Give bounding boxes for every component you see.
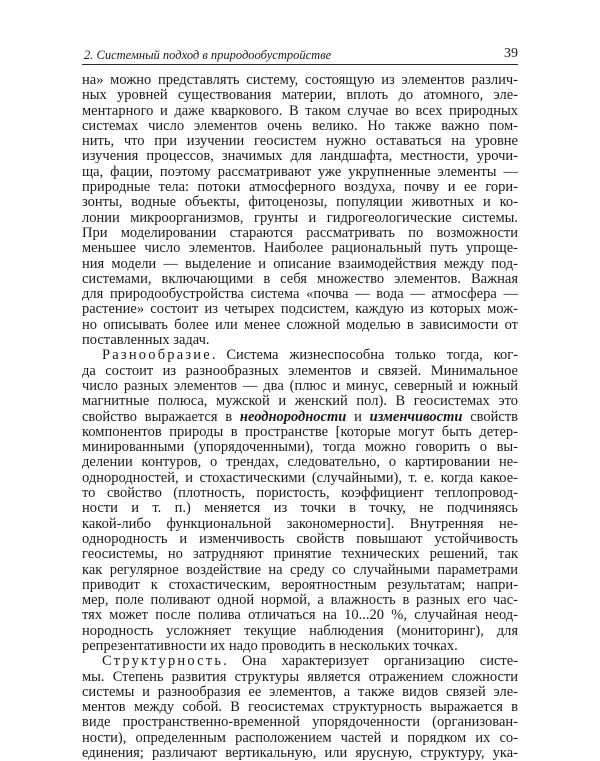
text-line: ща, фации, поэтому рассматривают уже укрупненные элементы — bbox=[82, 163, 518, 180]
emphasized-term: изменчивости bbox=[369, 408, 463, 425]
text-line: системами, включающими в себя множество элементов. Важная bbox=[82, 270, 518, 287]
text-line: магнитные полюса, мужской и женский пол). В геосистемах это bbox=[82, 393, 518, 410]
text-line: изучения процессов, значимых для ландшафта, местности, урочи- bbox=[82, 148, 518, 165]
paragraph-continuation bbox=[82, 73, 518, 348]
text-line-with-spaced-heading: Структурность. Она характеризует организацию систе- bbox=[102, 653, 518, 670]
text-line: нородность усложняет текущие наблюдения (мониторинг), для bbox=[82, 622, 518, 639]
text-line: ментов между собой. В геосистемах структурность выражается в bbox=[82, 699, 518, 716]
text-line: да состоит из разнообразных элементов и связей. Минимальное bbox=[82, 362, 518, 379]
text-line: на» можно представлять систему, состоящую из элементов различ- bbox=[82, 72, 518, 88]
text-line: какой-либо функциональной закономерности]. Внутренняя не- bbox=[82, 515, 518, 532]
run-in-heading: Структурность bbox=[102, 653, 224, 670]
running-header bbox=[82, 40, 518, 65]
text-line: ментарного и даже кваркового. В таком случае во всех природных bbox=[82, 102, 518, 119]
text-line: приводит к стохастическим, вероятностным результатам; напри- bbox=[82, 576, 518, 593]
paragraph-diversity bbox=[82, 348, 518, 654]
body-text bbox=[82, 73, 518, 761]
text-line: единения; различают вертикальную, или ярусную, структуру, ука- bbox=[82, 745, 518, 761]
page-number: 39 bbox=[504, 46, 518, 61]
text-line: лонии микроорганизмов, грунты и гидрогеологические системы. bbox=[82, 209, 518, 226]
text-line: минированными (упорядоченными), тогда можно говорить о вы- bbox=[82, 439, 518, 456]
text-line: природные тела: потоки атмосферного воздуха, почву и ее гори- bbox=[82, 179, 518, 196]
text-line: системах число элементов очень велико. Но также важно пом- bbox=[82, 117, 518, 134]
text-line: тях может после полива отличаться на 10...20 %, случайная неод- bbox=[82, 607, 518, 624]
text-line: мер, поле поливают одной нормой, а влажность в разных его час- bbox=[82, 592, 518, 609]
text-line: При моделировании стараются рассматривать по возможности bbox=[82, 224, 518, 241]
book-page bbox=[82, 40, 518, 761]
text-line: однородностей, и стохастическими (случайными), т. е. когда какое- bbox=[82, 469, 518, 486]
text-line: то свойство (плотность, пористость, коэффициент теплопровод- bbox=[82, 485, 518, 502]
text-line: нить, что при изучении геосистем нужно оставаться на уровне bbox=[82, 133, 518, 150]
text-line: делении контуров, о трендах, следовательно, о картировании не- bbox=[82, 454, 518, 471]
text-line: системы и разнообразия ее элементов, а также видов связей эле- bbox=[82, 683, 518, 700]
text-line: растение» состоит из четырех подсистем, каждую из которых мож- bbox=[82, 301, 518, 318]
text-line: но описывать более или менее сложной моделью в зависимости от bbox=[82, 316, 518, 333]
paragraph-structure bbox=[82, 654, 518, 761]
run-in-heading: Разнообразие bbox=[102, 347, 212, 364]
text-line: ности), определенным расположением частей и порядком их со- bbox=[82, 729, 518, 746]
text-line: ности и т. п.) меняется из точки в точку, не подчиняясь bbox=[82, 500, 518, 517]
text-line: ния модели — выделение и описание взаимодействия между под- bbox=[82, 255, 518, 272]
text-line-with-emphasis: свойство выражается в неоднородности и изменчивости свойств bbox=[82, 408, 519, 425]
text-line: однородность и изменчивость свойств повышают устойчивость bbox=[82, 530, 518, 547]
text-line: виде пространственно-временной упорядоченности (организован- bbox=[82, 714, 518, 731]
text-line: зонты, водные объекты, фитоценозы, популяции животных и ко- bbox=[82, 194, 518, 211]
text-line-with-spaced-heading: Разнообразие. Система жизнеспособна только тогда, ког- bbox=[102, 347, 518, 364]
text-line: геосистемы, но затрудняют принятие технических решений, так bbox=[82, 546, 518, 563]
text-line: мы. Степень развития структуры является отражением сложности bbox=[82, 668, 518, 685]
text-line: репрезентативности их надо проводить в нескольких точках. bbox=[82, 637, 458, 654]
text-line: число разных элементов — два (плюс и минус, северный и южный bbox=[82, 377, 518, 394]
text-line: как регулярное воздействие на среду со случайными параметрами bbox=[82, 561, 518, 578]
text-line: ных уровней существования материи, вплоть до атомного, эле- bbox=[82, 87, 518, 104]
emphasized-term: неоднородности bbox=[239, 408, 347, 425]
text-line: компонентов природы в пространстве [которые могут быть детер- bbox=[82, 423, 518, 440]
text-line: поставленных задач. bbox=[82, 332, 210, 349]
running-header-title: 2. Системный подход в природообустройстве bbox=[84, 48, 332, 62]
text-line: меньшее число элементов. Наиболее рациональный путь упроще- bbox=[82, 240, 518, 257]
text-line: для природообустройства система «почва — вода — атмосфера — bbox=[82, 286, 518, 303]
